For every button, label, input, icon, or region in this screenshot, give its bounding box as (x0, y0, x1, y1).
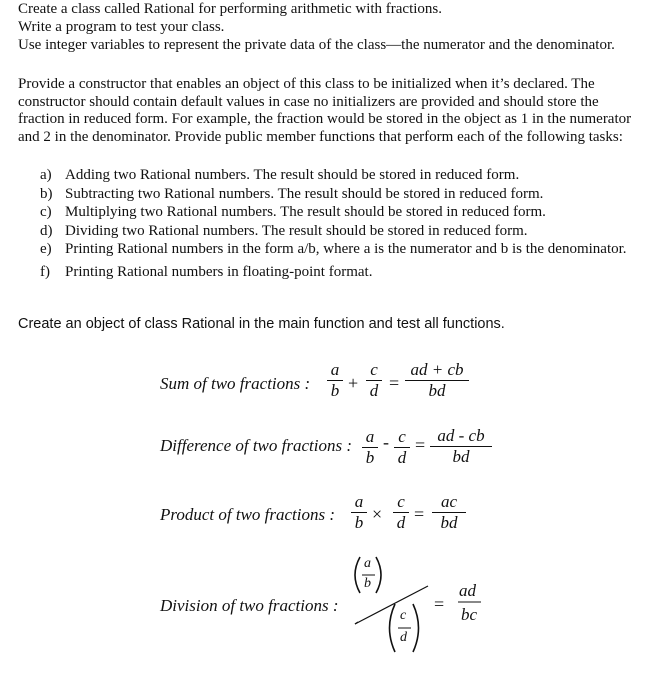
formula-label: Difference of two fractions : (160, 436, 353, 455)
formula-label: Sum of two fractions : (160, 374, 311, 393)
division-a: a (364, 556, 371, 571)
multiply-operator: × (372, 504, 383, 524)
fraction-c-over-d: c d (366, 361, 382, 400)
fraction-result: ac bd (432, 493, 466, 532)
list-marker: a) (40, 167, 52, 183)
division-result-numerator: ad (459, 581, 476, 600)
paragraph-constructor: Provide a constructor that enables an object of this class to be initialized when it’s declared. The constructor should contain default values in case no initializers are provided and should store the fraction in reduced form. For example, the fraction would be stored in the object as 1 in the numerator and 2 in the denominator. Provide public member functions that perform each of the following tasks: (18, 76, 632, 145)
list-marker: d) (40, 222, 53, 239)
plus-operator: + (348, 373, 359, 393)
fraction-result: ad + cb bd (405, 361, 469, 400)
list-marker: c) (40, 204, 52, 220)
task-text: Adding two Rational numbers. The result should be stored in reduced form. (65, 167, 520, 183)
fraction-a-over-b: a b (327, 361, 343, 400)
equals-sign: = (414, 504, 425, 524)
formula-label: Product of two fractions : (160, 505, 336, 524)
task-text: Dividing two Rational numbers. The result should be stored in reduced form. (65, 222, 528, 239)
equals-sign: = (389, 373, 400, 393)
list-marker: b) (40, 185, 53, 202)
equals-sign: = (434, 594, 445, 614)
fraction-a-over-b: a b (351, 493, 367, 532)
minus-operator: - (383, 432, 389, 452)
task-text: Subtracting two Rational numbers. The result should be stored in reduced form. (65, 185, 544, 202)
list-marker: e) (40, 241, 52, 257)
equals-sign: = (415, 435, 426, 455)
fraction-a-over-b: a b (362, 428, 378, 467)
division-c: c (400, 608, 407, 623)
paragraph-private-data: Use integer variables to represent the private data of the class—the numerator and the denominator. (18, 37, 615, 53)
fraction-c-over-d: c d (393, 493, 409, 532)
fraction-c-over-d: c d (394, 428, 410, 467)
fraction-result: ad - cb bd (430, 427, 492, 466)
paragraph-intro: Create a class called Rational for performing arithmetic with fractions. (18, 1, 443, 17)
task-text: Multiplying two Rational numbers. The result should be stored in reduced form. (65, 204, 546, 220)
division-d: d (400, 630, 407, 645)
formula-label: Division of two fractions : (160, 596, 339, 615)
task-text: Printing Rational numbers in the form a/b, where a is the numerator and b is the denominator. (65, 241, 627, 257)
paragraph-test: Write a program to test your class. (18, 19, 225, 35)
division-result-denominator: bc (461, 605, 478, 624)
division-b: b (364, 576, 371, 591)
instruction-text: Create an object of class Rational in the main function and test all functions. (18, 316, 505, 332)
list-marker: f) (40, 263, 50, 280)
task-text: Printing Rational numbers in floating-point format. (65, 263, 373, 280)
